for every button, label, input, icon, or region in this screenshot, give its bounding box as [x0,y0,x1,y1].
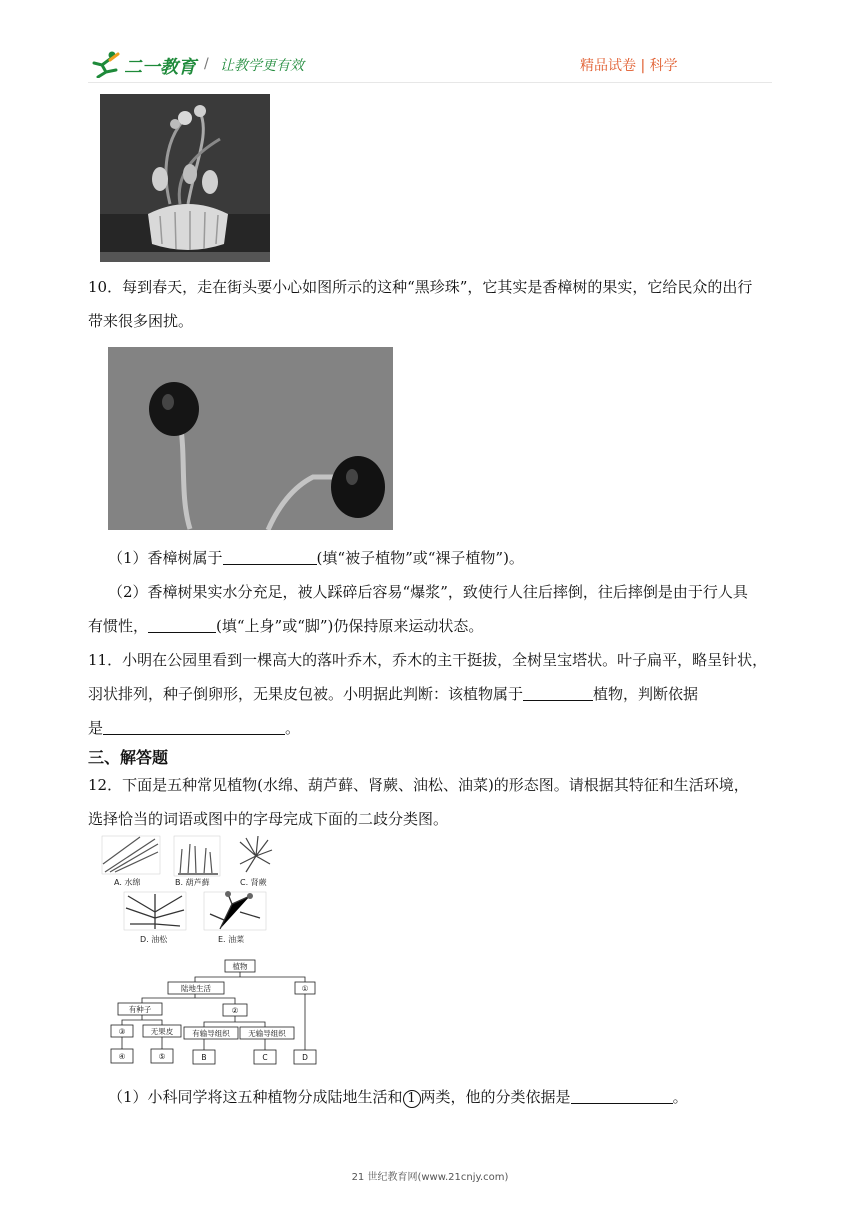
plant-sketches-figure [100,834,275,946]
q10-stem-line2: 带来很多困扰。 [88,312,194,330]
q10-stem-line1: 10．每到春天，走在街头要小心如图所示的这种“黑珍珠”，它其实是香樟树的果实，它给民众的出行 [88,278,753,296]
q12-sub1 [108,1080,688,1114]
q10-sub2-prefix: 有惯性， [88,617,149,635]
q12-line1: 12．下面是五种常见植物(水绵、葫芦藓、肾蕨、油松、油菜)的形态图。请根据其特征和生活环境， [88,776,749,794]
q11-line3 [88,711,300,745]
q10-sub1 [108,541,524,575]
key-c-label: C [262,1053,268,1062]
key-c3-label: ③ [118,1027,126,1036]
q11-answer-blank-2[interactable] [103,718,285,735]
q12-sub1-middle: 两类，他的分类依据是 [420,1088,571,1106]
potted-plant-photo [100,94,270,262]
plant-c-label: C. 肾蕨 [240,878,267,887]
plant-e-sketch [204,891,266,930]
plant-d-sketch [124,892,186,930]
key-seed-label: 有种子 [128,1005,152,1014]
key-c2-label: ② [231,1006,239,1015]
key-c5-label: ⑤ [158,1052,166,1061]
q11-line3-prefix: 是 [88,719,104,737]
plant-a-sketch [102,836,160,874]
page-footer: 21 世纪教育网(www.21cnjy.com) [351,1172,509,1183]
camphor-fruit-photo [108,347,393,530]
q11-answer-blank-1[interactable] [523,684,593,701]
q11-line1: 11．小明在公园里看到一棵高大的落叶乔木，乔木的主干挺拔，全树呈宝塔状。叶子扁平，略呈针状， [88,651,768,669]
q10-sub2-line1: （2）香樟树果实水分充足，被人踩碎后容易“爆浆”，致使行人往后摔倒，往后摔倒是由于行人具 [108,583,748,601]
q11-line2-suffix: 植物，判断依据 [593,685,699,703]
plant-b-sketch [174,836,220,876]
plant-d-label: D. 油松 [140,935,168,944]
brand-slogan: 让教学更有效 [220,58,304,74]
q12-line2: 选择恰当的词语或图中的字母完成下面的二歧分类图。 [88,810,449,828]
key-novascular-label: 无输导组织 [248,1029,286,1038]
dichotomous-key-diagram [100,953,322,1071]
q10-sub1-answer-blank[interactable] [223,548,317,565]
q10-sub2-line2 [88,609,483,643]
key-nopericarp-label: 无果皮 [150,1027,174,1036]
key-d-label: D [302,1053,308,1062]
q12-sub1-prefix: （1）小科同学将这五种植物分成陆地生活和 [108,1088,403,1106]
header-separator: / [204,56,209,72]
logo-runner-icon [88,50,124,78]
key-b-label: B [201,1053,207,1062]
header-category: 精品试卷 | 科学 [580,58,678,74]
key-root-label: 植物 [232,962,248,971]
plant-a-label: A. 水绵 [114,878,141,887]
q10-sub1-prefix: （1）香樟树属于 [108,549,223,567]
header-divider [88,82,772,83]
plant-b-label: B. 葫芦藓 [175,878,210,887]
brand-name: 二一教育 [124,57,196,78]
key-land-label: 陆地生活 [181,984,211,993]
section-heading: 三、解答题 [88,748,169,767]
key-c4-label: ④ [118,1052,126,1061]
plant-c-sketch [240,836,272,872]
q10-sub2-answer-blank[interactable] [148,616,216,633]
q12-sub1-suffix: 。 [672,1088,688,1106]
plant-e-label: E. 油菜 [218,935,245,944]
q10-sub1-suffix: (填“被子植物”或“裸子植物”)。 [316,549,524,567]
key-c1-label: ① [301,984,309,993]
q12-sub1-answer-blank[interactable] [571,1087,673,1104]
q10-sub2-suffix: (填“上身”或“脚”)仍保持原来运动状态。 [216,617,484,635]
q12-sub1-circled-number: 1 [403,1090,421,1108]
key-vascular-label: 有输导组织 [192,1029,230,1038]
q11-line2 [88,677,698,711]
q11-line3-suffix: 。 [285,719,301,737]
q11-line2-prefix: 羽状排列，种子倒卵形，无果皮包被。小明据此判断：该植物属于 [88,685,524,703]
